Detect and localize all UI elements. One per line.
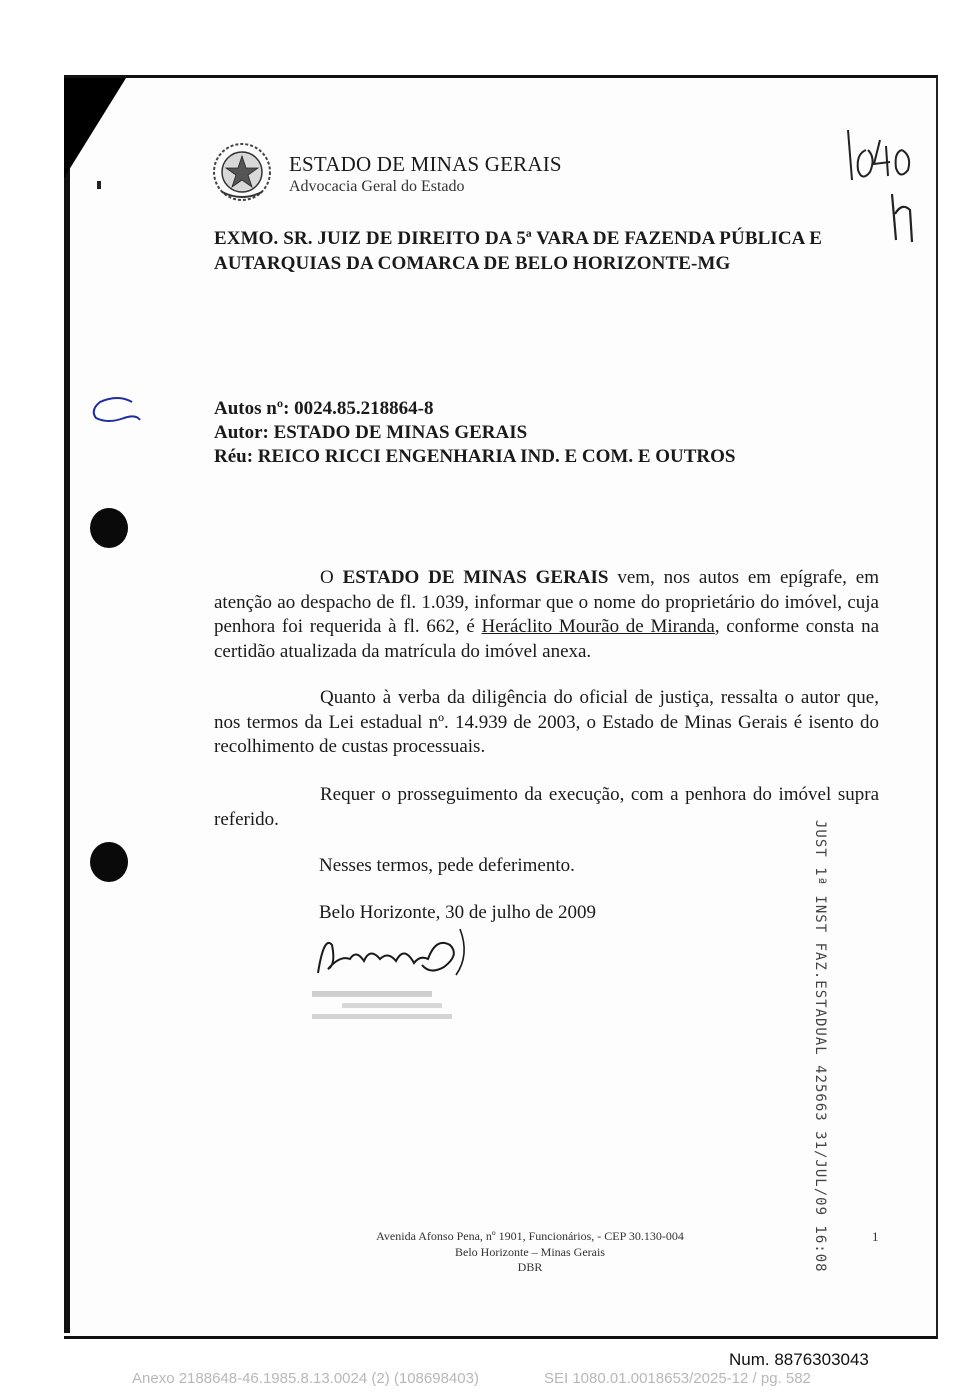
annex-reference: Anexo 2188648-46.1985.8.13.0024 (2) (108698403) <box>132 1370 479 1387</box>
punch-hole <box>90 842 128 882</box>
closing-line: Nesses termos, pede deferimento. <box>319 855 575 876</box>
owner-name: Heráclito Mourão de Miranda <box>481 616 715 637</box>
handwritten-signature <box>310 925 480 985</box>
paragraph-owner-info: O ESTADO DE MINAS GERAIS vem, nos autos em epígrafe, em atenção ao despacho de fl. 1.039, informar que o nome do proprietário do imóvel, cuja penhora foi requerida à fl. 662, é Heráclito Mourão de Miranda, conforme consta na certidão atualizada da matrícula do imóvel anexa. <box>214 567 879 662</box>
paragraph-bold-party: ESTADO DE MINAS GERAIS <box>342 567 609 588</box>
handwritten-page-mark <box>840 122 920 252</box>
case-defendant: Réu: REICO RICCI ENGENHARIA IND. E COM. E OUTROS <box>214 446 736 467</box>
faded-name-stamp <box>312 985 462 1040</box>
folded-corner <box>64 78 126 178</box>
agency-name: ESTADO DE MINAS GERAIS <box>289 152 562 176</box>
sheet-page-number: 1 <box>872 1229 879 1244</box>
paragraph-costs: Quanto à verba da diligência do oficial de justiça, ressalta o autor que, nos termos da Lei estadual nº. 14.939 de 2003, o Estado de Minas Gerais é isento do recolhimento de custas processuais. <box>214 687 879 757</box>
footer-city: Belo Horizonte – Minas Gerais <box>455 1245 605 1259</box>
case-number: Autos nº: 0024.85.218864-8 <box>214 398 434 419</box>
paragraph-request: Requer o prosseguimento da execução, com a penhora do imóvel supra referido. <box>214 784 879 830</box>
case-plaintiff: Autor: ESTADO DE MINAS GERAIS <box>214 422 528 443</box>
footer-address: Avenida Afonso Pena, nº 1901, Funcionários, - CEP 30.130-004 <box>376 1229 684 1243</box>
place-and-date: Belo Horizonte, 30 de julho de 2009 <box>319 902 597 923</box>
scan-edge-shadow <box>64 75 70 1333</box>
punch-hole <box>90 508 128 548</box>
document-number: Num. 8876303043 <box>729 1350 869 1369</box>
addressee-line-2: AUTARQUIAS DA COMARCA DE BELO HORIZONTE-MG <box>214 253 731 274</box>
scan-speck <box>97 181 101 189</box>
agency-department: Advocacia Geral do Estado <box>289 178 465 195</box>
protocol-stamp: JUST 1ª INST FAZ.ESTADUAL 425663 31/JUL/09 16:08 <box>812 820 828 1273</box>
handwritten-margin-mark <box>88 394 144 426</box>
footer-initials: DBR <box>517 1260 543 1274</box>
coat-of-arms-icon <box>212 142 272 202</box>
sei-reference: SEI 1080.01.0018653/2025-12 / pg. 582 <box>544 1370 811 1387</box>
addressee-line-1: EXMO. SR. JUIZ DE DIREITO DA 5ª VARA DE FAZENDA PÚBLICA E <box>214 228 823 249</box>
